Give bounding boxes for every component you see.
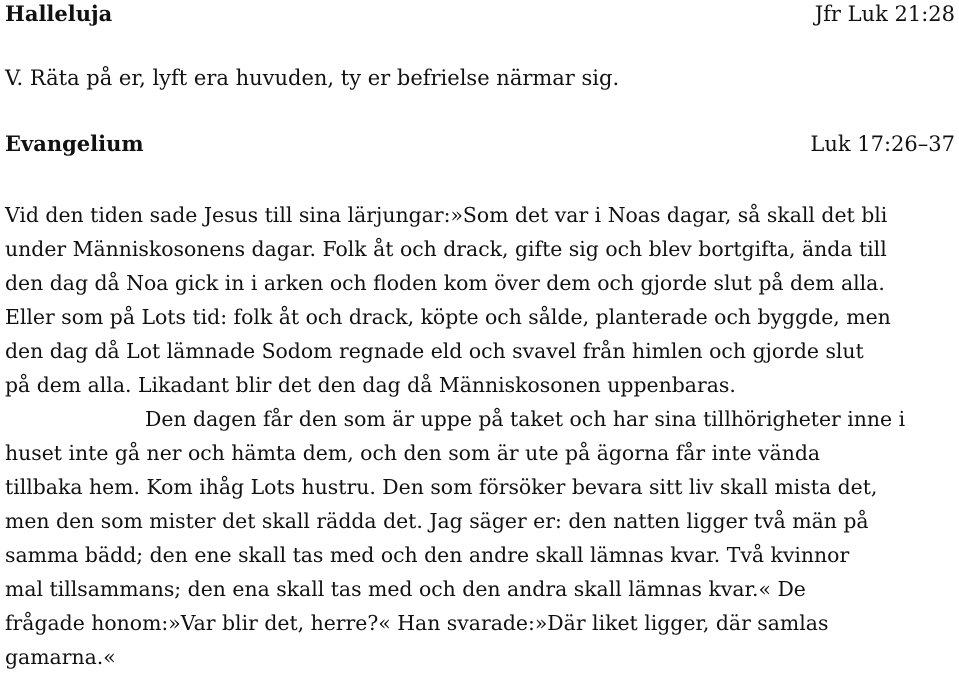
- text-line-indented: Den dagen får den som är uppe på taket och har sina tillhörigheter inne i: [145, 407, 906, 431]
- text-line: tillbaka hem. Kom ihåg Lots hustru. Den som försöker bevara sitt liv skall mista det,: [5, 475, 878, 499]
- text-line: Vid den tiden sade Jesus till sina lärjungar:»Som det var i Noas dagar, så skall det bli: [5, 203, 888, 227]
- evangelium-heading: [5, 128, 955, 160]
- halleluja-verse: V. Räta på er, lyft era huvuden, ty er befrielse närmar sig.: [5, 66, 620, 90]
- text-line: mal tillsammans; den ena skall tas med och den andra skall lämnas kvar.« De: [5, 577, 806, 601]
- halleluja-heading: [5, 0, 955, 30]
- text-line: frågade honom:»Var blir det, herre?« Han svarade:»Där liket ligger, där samlas: [5, 611, 829, 635]
- text-line: under Människosonens dagar. Folk åt och drack, gifte sig och blev bortgifta, ända till: [5, 237, 887, 261]
- text-line: huset inte gå ner och hämta dem, och den som är ute på ägorna får inte vända: [5, 441, 821, 465]
- evangelium-title: Evangelium: [5, 131, 144, 156]
- text-line: samma bädd; den ene skall tas med och den andre skall lämnas kvar. Två kvinnor: [5, 543, 850, 567]
- evangelium-reference: Luk 17:26–37: [810, 132, 955, 156]
- text-line: på dem alla. Likadant blir det den dag då Människosonen uppenbaras.: [5, 373, 736, 397]
- text-line: den dag då Lot lämnade Sodom regnade eld och svavel från himlen och gjorde slut: [5, 339, 864, 363]
- text-line: gamarna.«: [5, 645, 116, 669]
- evangelium-text: [5, 198, 955, 674]
- halleluja-title: Halleluja: [5, 1, 113, 26]
- text-line: den dag då Noa gick in i arken och floden kom över dem och gjorde slut på dem alla.: [5, 271, 885, 295]
- text-line: Eller som på Lots tid: folk åt och drack, köpte och sålde, planterade och byggde, men: [5, 305, 891, 329]
- halleluja-reference: Jfr Luk 21:28: [814, 2, 955, 26]
- text-line: men den som mister det skall rädda det. Jag säger er: den natten ligger två män på: [5, 509, 869, 533]
